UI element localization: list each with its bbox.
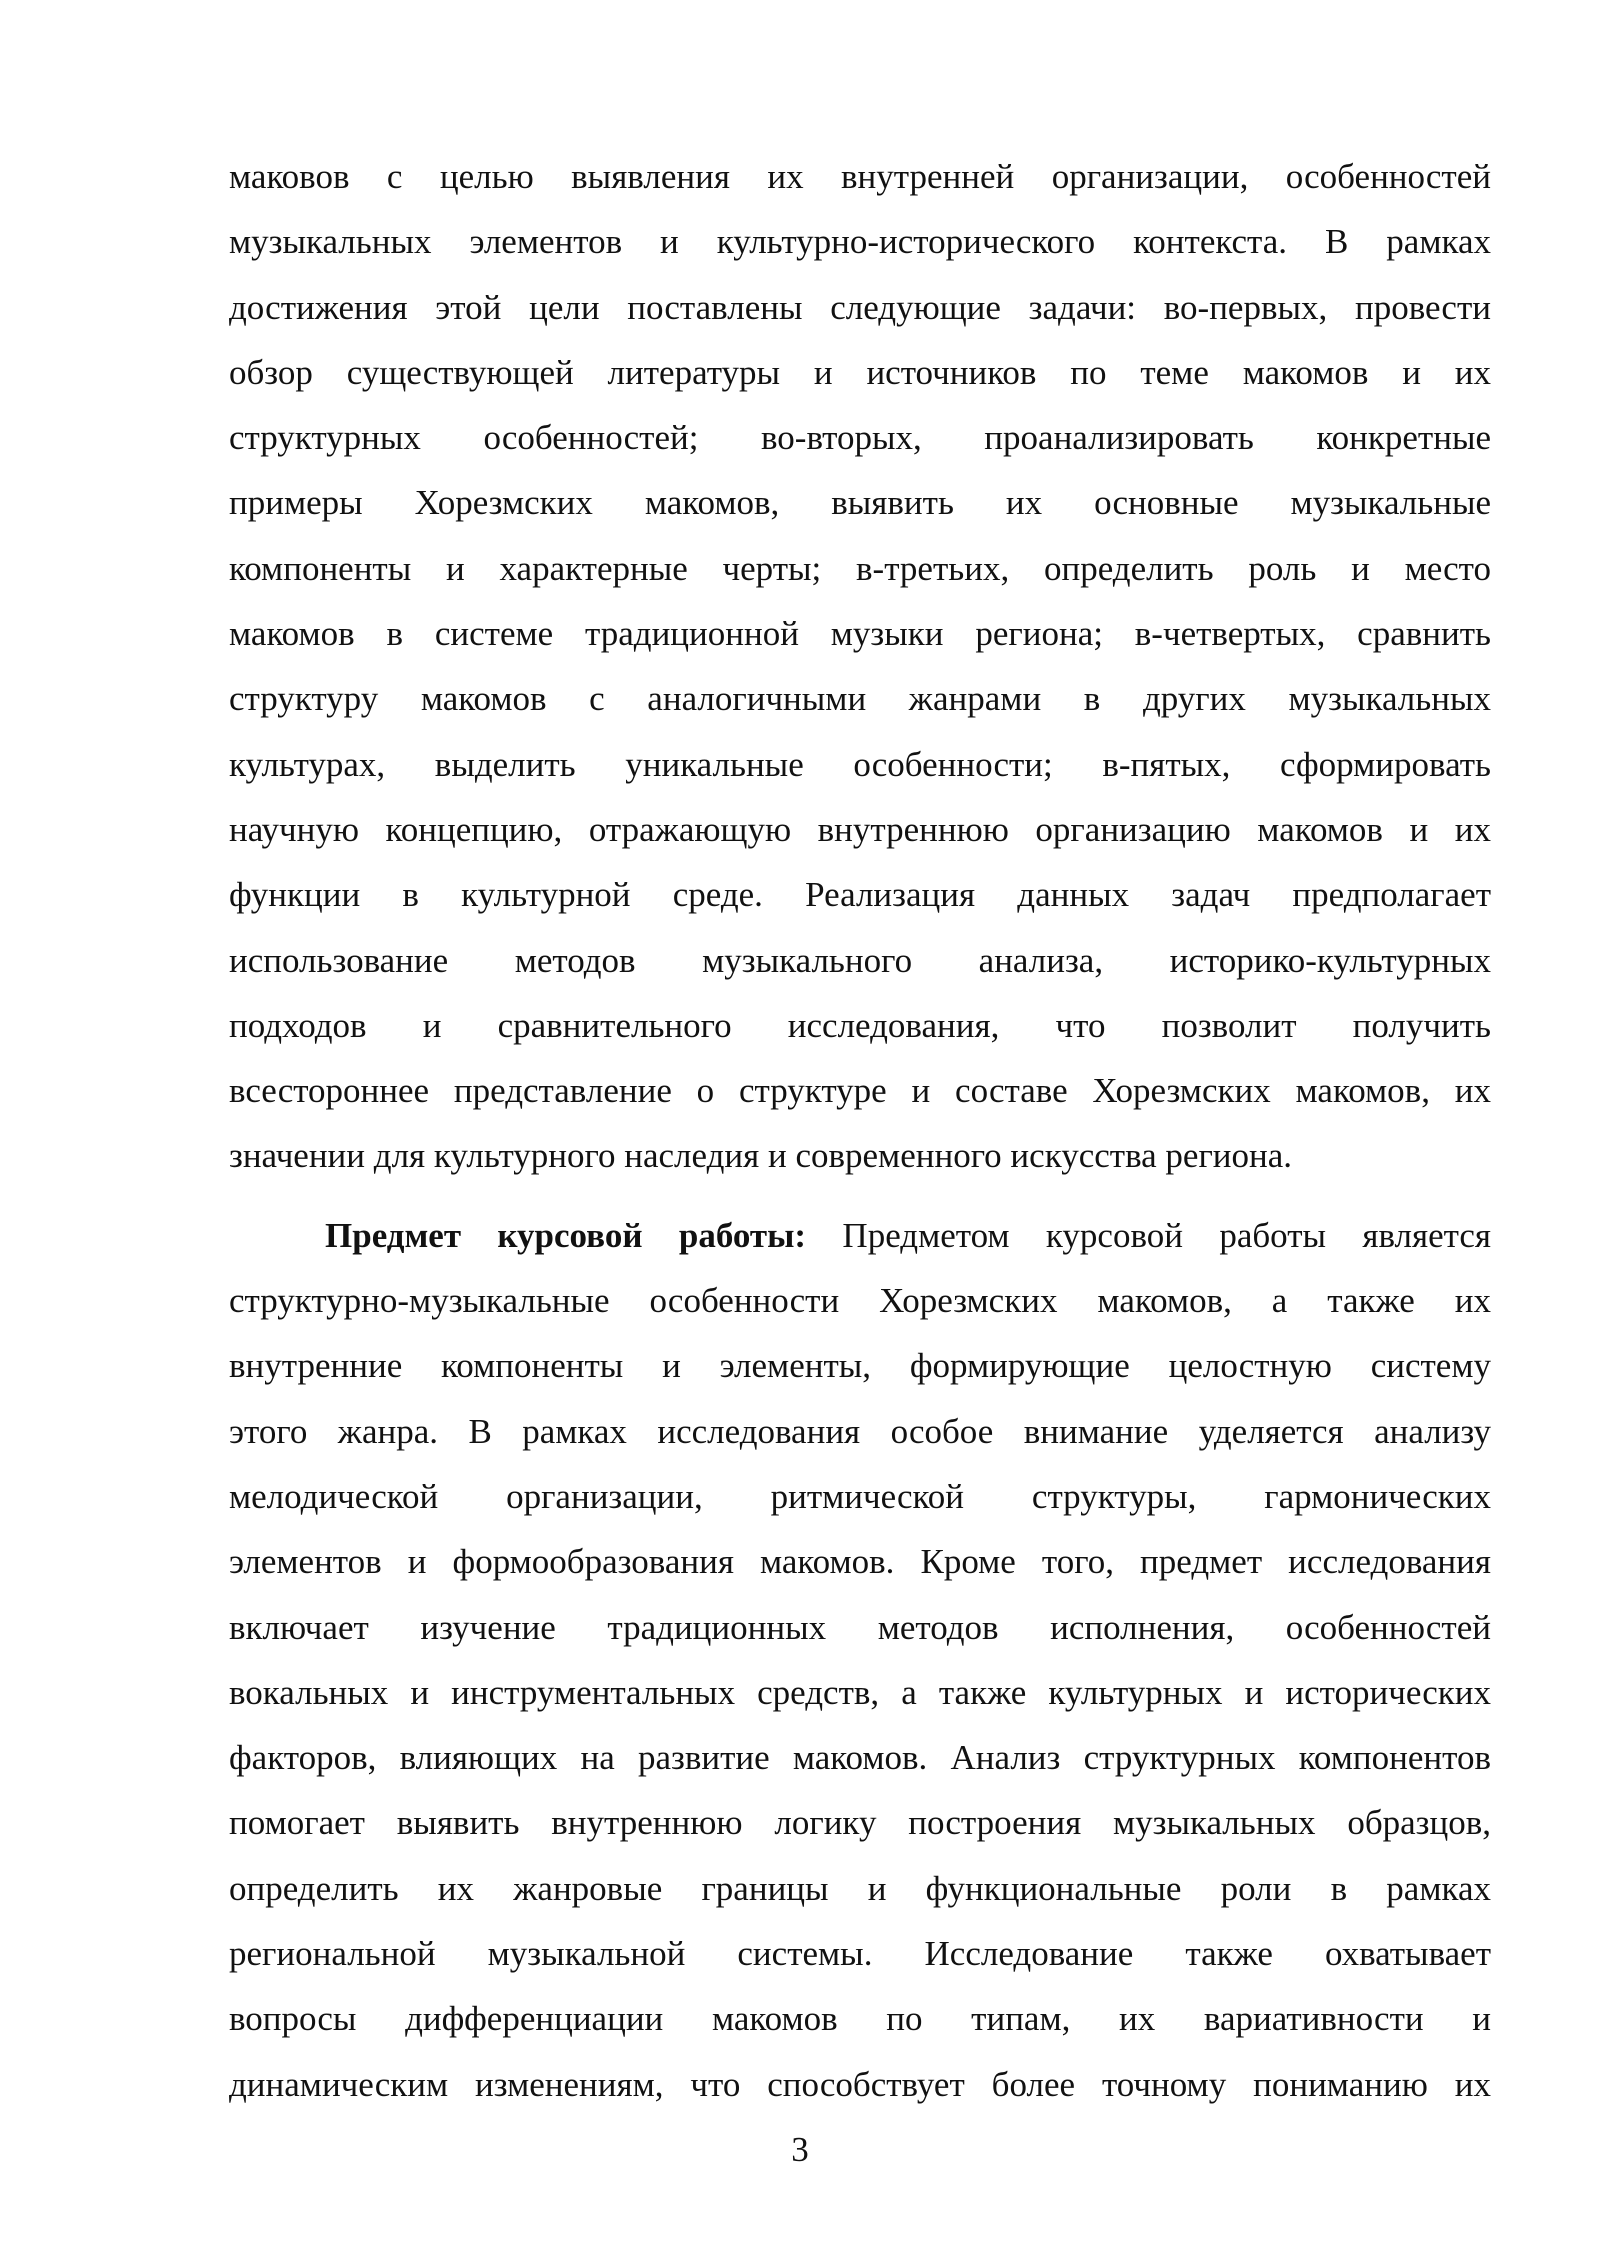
text-line: структурных особенностей; во-вторых, проанализировать конкретные (229, 418, 1491, 458)
text-line: функции в культурной среде. Реализация данных задач предполагает (229, 875, 1491, 915)
text-line: маковов с целью выявления их внутренней организации, особенностей (229, 157, 1491, 196)
text-line: значении для культурного наследия и современного искусства региона. (229, 1136, 1293, 1176)
paragraph-spacing (229, 1195, 1491, 1209)
paragraph-2 (229, 1209, 1491, 2123)
text-line: элементов и формообразования макомов. Кроме того, предмет исследования (229, 1542, 1491, 1582)
text-line: музыкальных элементов и культурно-исторического контекста. В рамках (229, 222, 1491, 262)
text-line: подходов и сравнительного исследования, что позволит получить (229, 1005, 1491, 1045)
text-line: мелодической организации, ритмической структуры, гармонических (229, 1476, 1491, 1516)
text-line: всестороннее представление о структуре и составе Хорезмских макомов, их (229, 1071, 1491, 1111)
text-line: примеры Хорезмских макомов, выявить их основные музыкальные (229, 483, 1491, 523)
text-line: структурно-музыкальные особенности Хорезмских макомов, а также их (229, 1281, 1491, 1321)
paragraph-first-line (229, 1209, 1491, 1274)
text-line: макомов в системе традиционной музыки региона; в-четвертых, сравнить (229, 614, 1491, 654)
text-line: использование методов музыкального анализа, историко-культурных (229, 940, 1491, 980)
text-line: вокальных и инструментальных средств, а также культурных и исторических (229, 1672, 1491, 1712)
text-line: структуру макомов с аналогичными жанрами в других музыкальных (229, 679, 1491, 719)
text-line: региональной музыкальной системы. Исследование также охватывает (229, 1934, 1491, 1974)
text-line: этого жанра. В рамках исследования особое внимание уделяется анализу (229, 1411, 1491, 1451)
text-line: компоненты и характерные черты; в-третьих, определить роль и место (229, 548, 1491, 588)
text-line: помогает выявить внутреннюю логику построения музыкальных образцов, (229, 1803, 1491, 1843)
text-line: динамическим изменениям, что способствует более точному пониманию их (229, 2064, 1491, 2104)
text-line: обзор существующей литературы и источников по теме макомов и их (229, 352, 1491, 392)
text-line: определить их жанровые границы и функциональные роли в рамках (229, 1868, 1491, 1908)
text-line: научную концепцию, отражающую внутреннюю организацию макомов и их (229, 809, 1491, 849)
page-number: 3 (791, 2130, 809, 2169)
text-line: факторов, влияющих на развитие макомов. Анализ структурных компонентов (229, 1738, 1491, 1778)
text-line: вопросы дифференциации макомов по типам, их вариативности и (229, 1999, 1491, 2039)
first-line-text: Предметом курсовой работы является (806, 1215, 1491, 1255)
text-line: внутренние компоненты и элементы, формирующие целостную систему (229, 1346, 1491, 1386)
text-line: включает изучение традиционных методов исполнения, особенностей (229, 1607, 1491, 1647)
body-text (229, 150, 1491, 2123)
section-lead-heading: Предмет курсовой работы: (325, 1215, 807, 1255)
text-line: достижения этой цели поставлены следующие задачи: во-первых, провести (229, 287, 1491, 327)
text-line: культурах, выделить уникальные особенности; в-пятых, сформировать (229, 744, 1491, 784)
paragraph-1 (229, 150, 1491, 1195)
